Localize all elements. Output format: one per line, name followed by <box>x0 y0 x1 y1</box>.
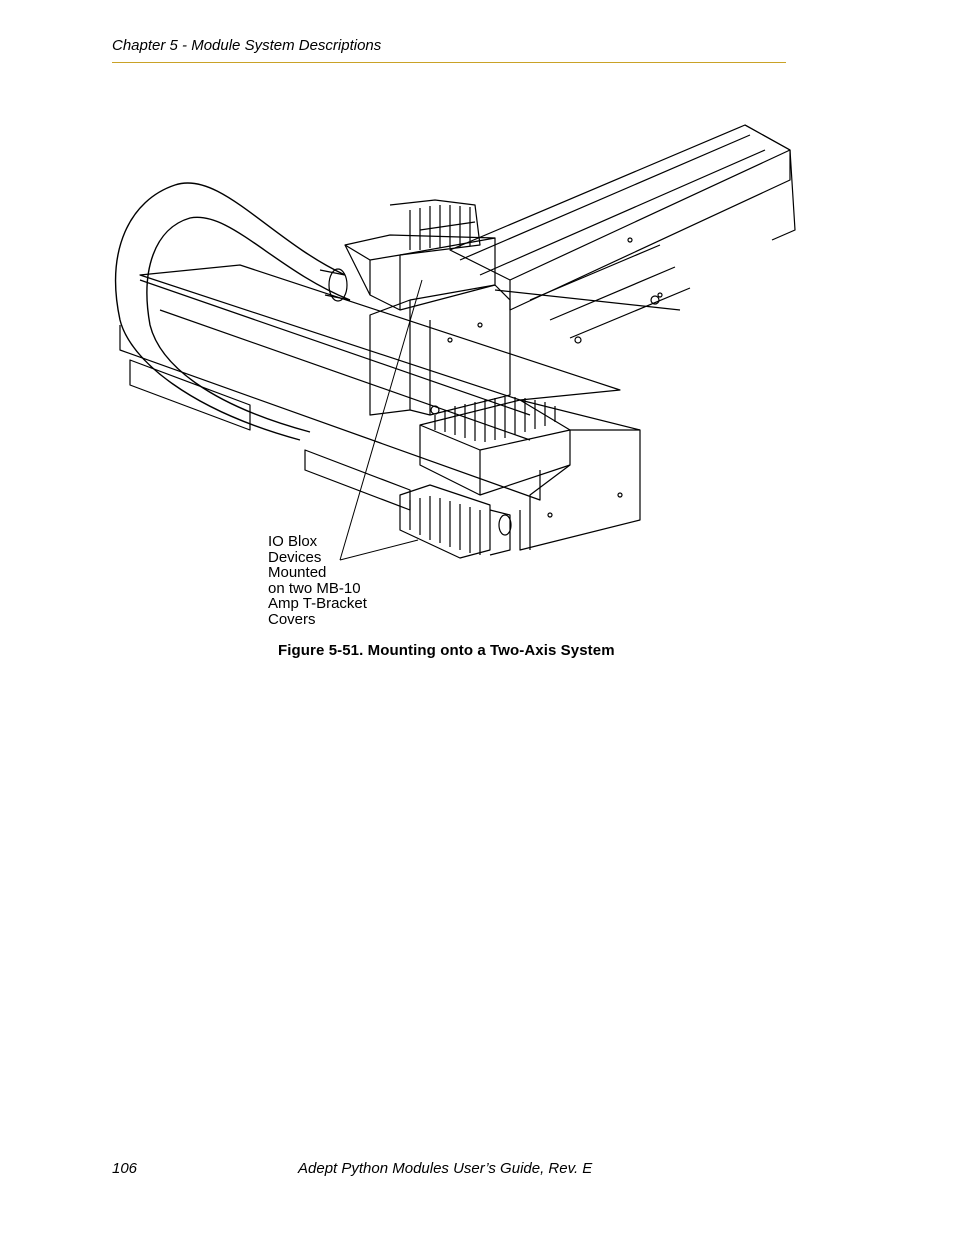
page-number: 106 <box>112 1160 138 1177</box>
callout-line: Devices <box>268 548 322 566</box>
figure-caption: Figure 5-51. Mounting onto a Two-Axis System <box>278 642 615 659</box>
callout-line: IO Blox <box>268 533 318 550</box>
footer-document-title: Adept Python Modules User’s Guide, Rev. E <box>298 1160 593 1177</box>
header-divider <box>112 62 786 63</box>
callout-line: on two MB-10 <box>268 579 361 597</box>
callout-line: Covers <box>268 610 316 628</box>
callout-line: Amp T-Bracket <box>268 595 367 613</box>
callout-line: Mounted <box>268 564 327 582</box>
two-axis-system-illustration <box>100 110 810 570</box>
io-blox-callout <box>268 534 367 628</box>
chapter-header: Chapter 5 - Module System Descriptions <box>112 37 382 54</box>
